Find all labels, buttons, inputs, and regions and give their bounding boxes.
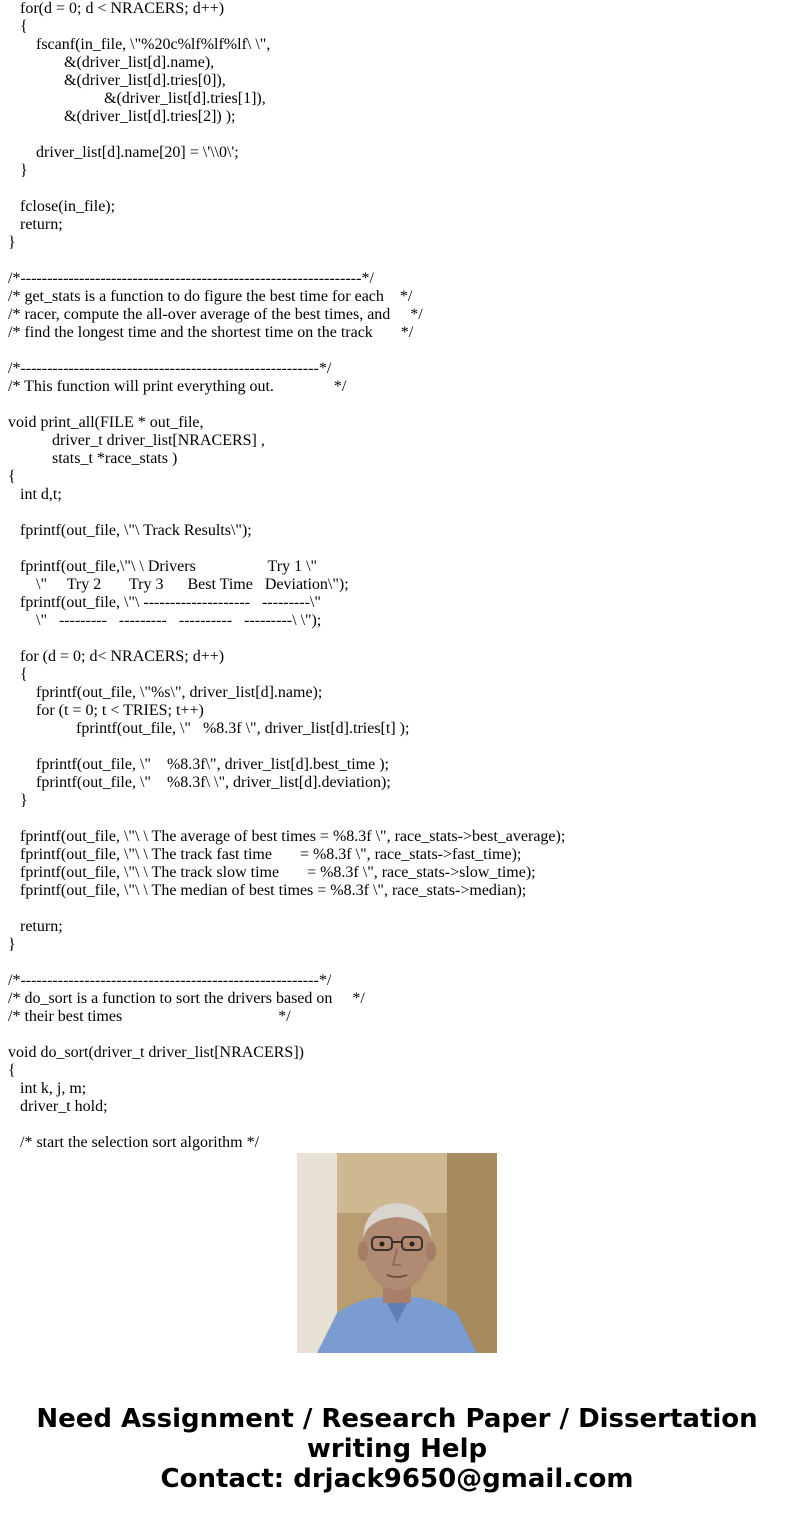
code-line: fprintf(out_file, \" %8.3f\", driver_list[d].best_time );	[8, 756, 389, 773]
code-line	[8, 540, 788, 558]
code-line: }	[8, 234, 16, 251]
code-line: &(driver_list[d].tries[2]) );	[8, 108, 236, 125]
code-line	[8, 1116, 788, 1134]
code-line: fprintf(out_file, \"\ Track Results\");	[8, 522, 252, 539]
code-line: /* racer, compute the all-over average of the best times, and */	[8, 306, 423, 323]
code-line	[8, 954, 788, 972]
code-line: fprintf(out_file, \"\ \ The track slow time = %8.3f \", race_stats->slow_time);	[8, 864, 536, 881]
code-line: void print_all(FILE * out_file,	[8, 414, 204, 431]
code-line: fprintf(out_file, \"\ \ The average of best times = %8.3f \", race_stats->best_average);	[8, 828, 566, 845]
code-line: fprintf(out_file, \"\ \ The track fast time = %8.3f \", race_stats->fast_time);	[8, 846, 522, 863]
code-line: \" Try 2 Try 3 Best Time Deviation\");	[8, 576, 349, 593]
code-line: {	[8, 18, 28, 35]
code-line: fprintf(out_file, \" %8.3f\ \", driver_list[d].deviation);	[8, 774, 391, 791]
code-line: /* do_sort is a function to sort the drivers based on */	[8, 990, 365, 1007]
promo-banner	[0, 1404, 794, 1494]
code-line: {	[8, 468, 16, 485]
avatar	[297, 1153, 497, 1353]
code-line: driver_t driver_list[NRACERS] ,	[8, 432, 265, 449]
code-line: &(driver_list[d].name),	[8, 54, 215, 71]
code-listing	[8, 0, 788, 1151]
code-line: int k, j, m;	[8, 1080, 87, 1097]
code-line: return;	[8, 918, 63, 935]
code-line: }	[8, 936, 16, 953]
code-line: fprintf(out_file, \" %8.3f \", driver_list[d].tries[t] );	[8, 720, 410, 737]
code-line: for (t = 0; t < TRIES; t++)	[8, 702, 204, 719]
code-line: driver_t hold;	[8, 1098, 108, 1115]
promo-contact: Contact: drjack9650@gmail.com	[160, 1464, 634, 1494]
avatar-portrait	[297, 1153, 497, 1353]
code-line	[8, 342, 788, 360]
code-line	[8, 180, 788, 198]
code-line: /* find the longest time and the shortest time on the track */	[8, 324, 414, 341]
code-line	[8, 126, 788, 144]
code-line: stats_t *race_stats )	[8, 450, 178, 467]
code-line	[8, 504, 788, 522]
code-line: }	[8, 792, 28, 809]
code-line	[8, 1026, 788, 1044]
code-line	[8, 810, 788, 828]
code-line: {	[8, 666, 28, 683]
code-line: return;	[8, 216, 63, 233]
code-line: for (d = 0; d< NRACERS; d++)	[8, 648, 225, 665]
code-line: /* start the selection sort algorithm */	[8, 1134, 260, 1151]
code-line: /* This function will print everything out. */	[8, 378, 347, 395]
code-line: void do_sort(driver_t driver_list[NRACERS])	[8, 1044, 304, 1061]
code-line: /*--------------------------------------------------------*/	[8, 360, 332, 377]
code-line: fprintf(out_file,\"\ \ Drivers Try 1 \"	[8, 558, 318, 575]
code-line: &(driver_list[d].tries[1]),	[8, 90, 266, 107]
code-line	[8, 738, 788, 756]
code-line: fprintf(out_file, \"\ -------------------- ---------\"	[8, 594, 321, 611]
code-line: }	[8, 162, 28, 179]
code-line	[8, 396, 788, 414]
code-line: fprintf(out_file, \"%s\", driver_list[d].name);	[8, 684, 323, 701]
code-line	[8, 252, 788, 270]
code-line	[8, 630, 788, 648]
code-line: int d,t;	[8, 486, 62, 503]
code-line: /* get_stats is a function to do figure the best time for each */	[8, 288, 413, 305]
promo-line-1: Need Assignment / Research Paper / Dissertation	[36, 1404, 758, 1434]
code-line: for(d = 0; d < NRACERS; d++)	[8, 0, 225, 17]
code-line: /*----------------------------------------------------------------*/	[8, 270, 374, 287]
promo-line-2: writing Help	[306, 1434, 488, 1464]
code-line: /* their best times */	[8, 1008, 291, 1025]
code-line: &(driver_list[d].tries[0]),	[8, 72, 226, 89]
code-line: fprintf(out_file, \"\ \ The median of best times = %8.3f \", race_stats->median);	[8, 882, 527, 899]
code-line: fscanf(in_file, \"%20c%lf%lf%lf\ \",	[8, 36, 271, 53]
code-line: fclose(in_file);	[8, 198, 116, 215]
code-line: {	[8, 1062, 16, 1079]
code-line	[8, 900, 788, 918]
code-line: driver_list[d].name[20] = \'\\0\';	[8, 144, 239, 161]
code-line: \" --------- --------- ---------- ---------\ \");	[8, 612, 322, 629]
code-line: /*--------------------------------------------------------*/	[8, 972, 332, 989]
